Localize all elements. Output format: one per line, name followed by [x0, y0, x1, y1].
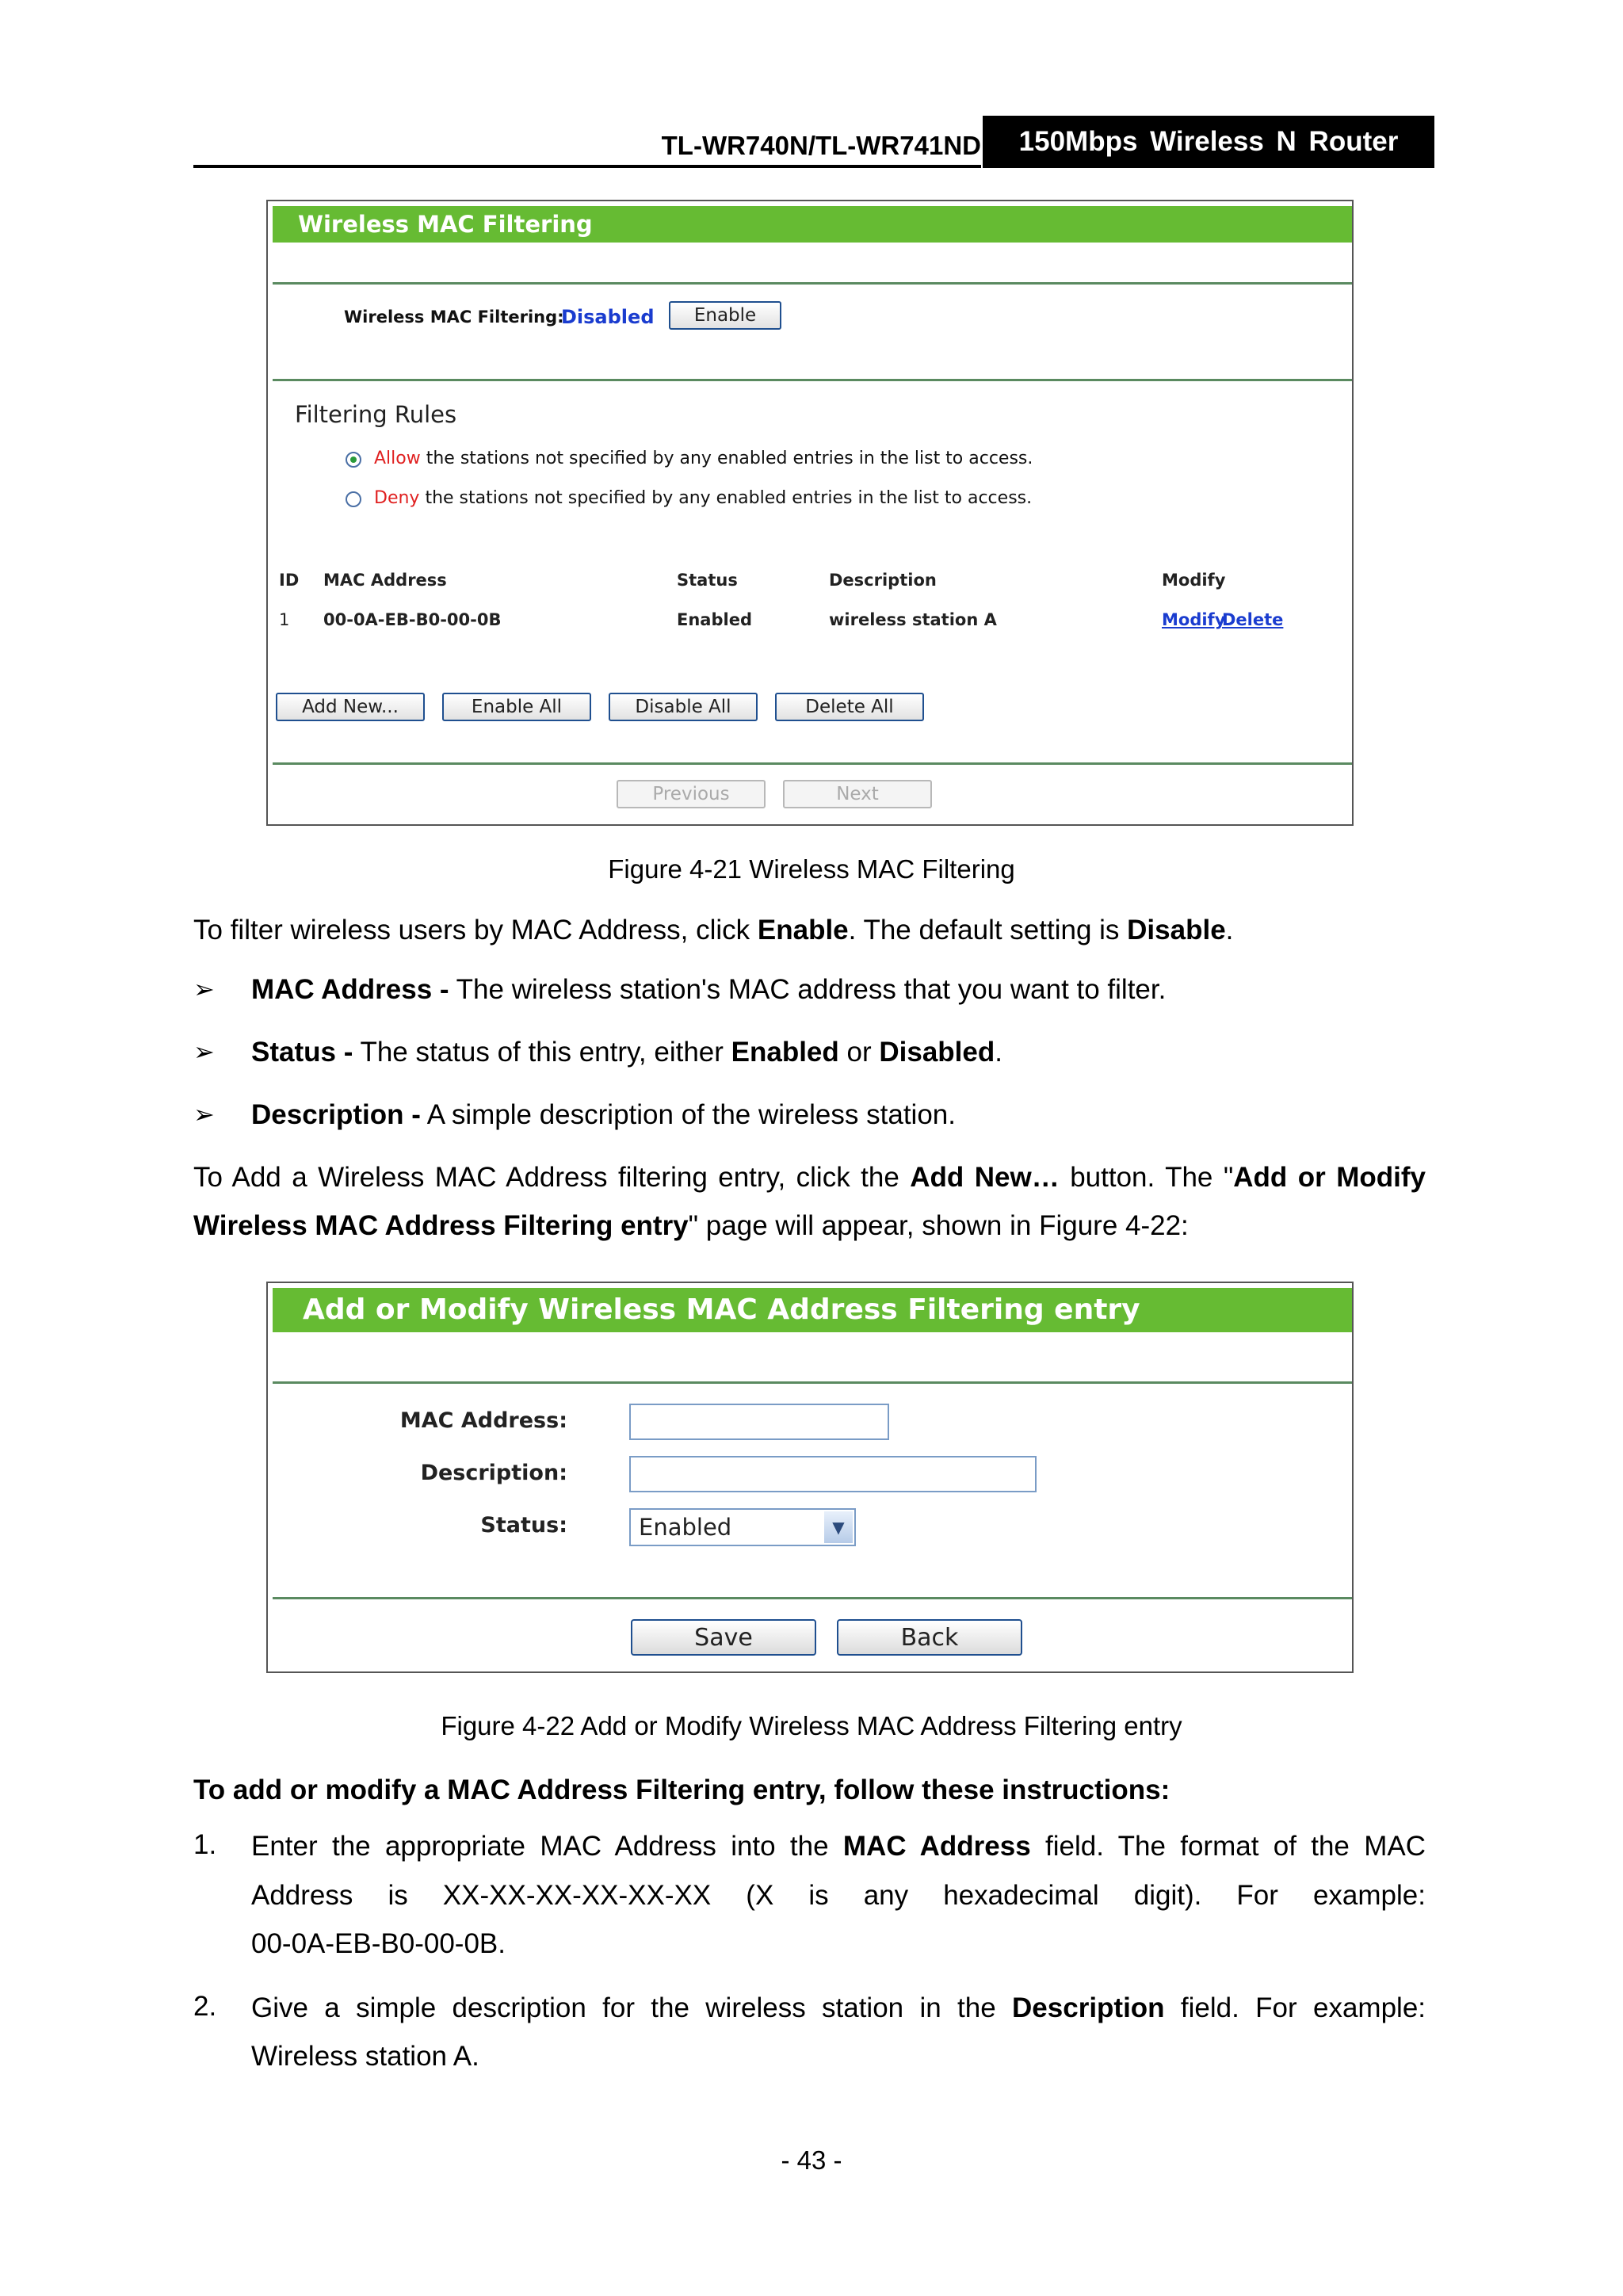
text-bold: Enable: [757, 915, 849, 946]
step1-line2: Address is XX-XX-XX-XX-XX-XX (X is any hexadecimal digit). For example:: [251, 1880, 1426, 1911]
intro-paragraph: [193, 906, 1426, 955]
add-modify-entry-panel: [266, 1282, 1354, 1673]
bullet-arrow-icon: ➢: [193, 1100, 215, 1129]
bullet-term: MAC Address -: [251, 974, 449, 1005]
deny-radio[interactable]: [346, 491, 361, 507]
previous-button[interactable]: Previous: [617, 780, 766, 808]
modify-link[interactable]: Modify: [1162, 610, 1226, 629]
description-input[interactable]: [629, 1456, 1037, 1492]
allow-rule-text: [374, 449, 1033, 468]
disable-all-button[interactable]: Disable All: [609, 693, 758, 721]
wireless-mac-filtering-panel: [266, 200, 1354, 826]
header-rule: [193, 165, 981, 168]
description-label: Description:: [420, 1461, 567, 1485]
col-status: Status: [677, 571, 738, 590]
row-description: wireless station A: [829, 610, 997, 629]
panel-title: Add or Modify Wireless MAC Address Filtering entry: [273, 1288, 1352, 1332]
deny-rule-text: [374, 488, 1032, 508]
text: or: [838, 1037, 880, 1068]
text-bold: Add or Modify: [1233, 1162, 1426, 1193]
text: To Add a Wireless MAC Address filtering entry, click the: [193, 1162, 911, 1193]
bullet-arrow-icon: ➢: [193, 1037, 215, 1066]
deny-word: Deny: [374, 488, 420, 508]
allow-word: Allow: [374, 449, 421, 468]
allow-rule-rest: the stations not specified by any enabled entries in the list to access.: [420, 449, 1033, 468]
separator: [273, 379, 1352, 381]
text: button. The ": [1059, 1162, 1234, 1193]
doc-product-header: 150Mbps Wireless N Router: [983, 116, 1434, 168]
separator: [273, 762, 1352, 765]
text: . The default setting is: [848, 915, 1128, 946]
step2-line1: [251, 1991, 1426, 2026]
delete-all-button[interactable]: Delete All: [775, 693, 924, 721]
panel-title: Wireless MAC Filtering: [273, 206, 1352, 243]
text-bold: Wireless MAC Address Filtering entry: [193, 1210, 689, 1241]
row-mac: 00-0A-EB-B0-00-0B: [323, 610, 502, 629]
add-entry-paragraph-line2: [193, 1201, 1426, 1251]
text-bold: Enabled: [731, 1037, 839, 1068]
text-bold: Description: [1012, 1992, 1165, 2023]
filtering-label: Wireless MAC Filtering:: [344, 308, 564, 327]
page-number: - 43 -: [781, 2145, 842, 2175]
col-id: ID: [279, 571, 300, 590]
col-modify: Modify: [1162, 571, 1226, 590]
doc-model-header: TL-WR740N/TL-WR741ND: [661, 131, 981, 160]
bullet-arrow-icon: ➢: [193, 975, 215, 1003]
filtering-status: Disabled: [561, 306, 655, 328]
enable-all-button[interactable]: Enable All: [442, 693, 591, 721]
step1-line3: 00-0A-EB-B0-00-0B.: [251, 1928, 506, 1959]
col-mac: MAC Address: [323, 571, 447, 590]
instructions-heading: To add or modify a MAC Address Filtering entry, follow these instructions:: [193, 1775, 1170, 1805]
deny-rule-rest: the stations not specified by any enabled entries in the list to access.: [419, 488, 1033, 508]
enable-button[interactable]: Enable: [669, 301, 781, 330]
save-button[interactable]: Save: [631, 1619, 816, 1656]
figure-caption: Figure 4-22 Add or Modify Wireless MAC Address Filtering entry: [441, 1711, 1182, 1740]
text: .: [995, 1037, 1002, 1068]
mac-address-label: MAC Address:: [399, 1408, 567, 1433]
step-number: 2.: [193, 1991, 217, 2022]
text-bold: Disable: [1127, 915, 1226, 946]
separator: [273, 1381, 1352, 1384]
bullet-text: A simple description of the wireless station.: [420, 1099, 956, 1130]
text: .: [1225, 915, 1234, 946]
status-select[interactable]: [629, 1508, 856, 1546]
col-description: Description: [829, 571, 937, 590]
text-bold: Add New…: [910, 1162, 1060, 1193]
text-bold: Disabled: [879, 1037, 995, 1068]
step2-line2: Wireless station A.: [251, 2041, 479, 2072]
text: Enter the appropriate MAC Address into the: [251, 1831, 843, 1862]
status-select-value: Enabled: [639, 1514, 732, 1541]
text: Give a simple description for the wireless station in the: [251, 1992, 1013, 2023]
text: " page will appear, shown in Figure 4-22:: [688, 1210, 1189, 1241]
row-status: Enabled: [677, 610, 752, 629]
row-id: 1: [279, 610, 290, 629]
text: field. The format of the MAC: [1030, 1831, 1426, 1862]
text: To filter wireless users by MAC Address, click: [193, 915, 758, 946]
back-button[interactable]: Back: [837, 1619, 1022, 1656]
status-label: Status:: [480, 1513, 567, 1538]
text-bold: MAC Address: [842, 1831, 1031, 1862]
step-number: 1.: [193, 1829, 217, 1860]
filtering-rules-title: Filtering Rules: [295, 401, 457, 428]
bullet-text: The status of this entry, either: [353, 1037, 731, 1068]
delete-link[interactable]: Delete: [1222, 610, 1284, 629]
step1-line1: [251, 1829, 1426, 1864]
bullet-term: Description -: [251, 1099, 421, 1130]
bullet-text: The wireless station's MAC address that you want to filter.: [449, 974, 1167, 1005]
text: field. For example:: [1164, 1992, 1426, 2023]
bullet-term: Status -: [251, 1037, 353, 1068]
separator: [273, 282, 1352, 285]
figure-caption: Figure 4-21 Wireless MAC Filtering: [608, 854, 1015, 884]
add-entry-paragraph-line1: [193, 1153, 1426, 1202]
allow-radio[interactable]: [346, 452, 361, 468]
mac-address-input[interactable]: [629, 1404, 889, 1440]
add-new-button[interactable]: Add New...: [276, 693, 425, 721]
chevron-down-icon[interactable]: ▼: [824, 1511, 853, 1543]
next-button[interactable]: Next: [783, 780, 932, 808]
separator: [273, 1597, 1352, 1599]
